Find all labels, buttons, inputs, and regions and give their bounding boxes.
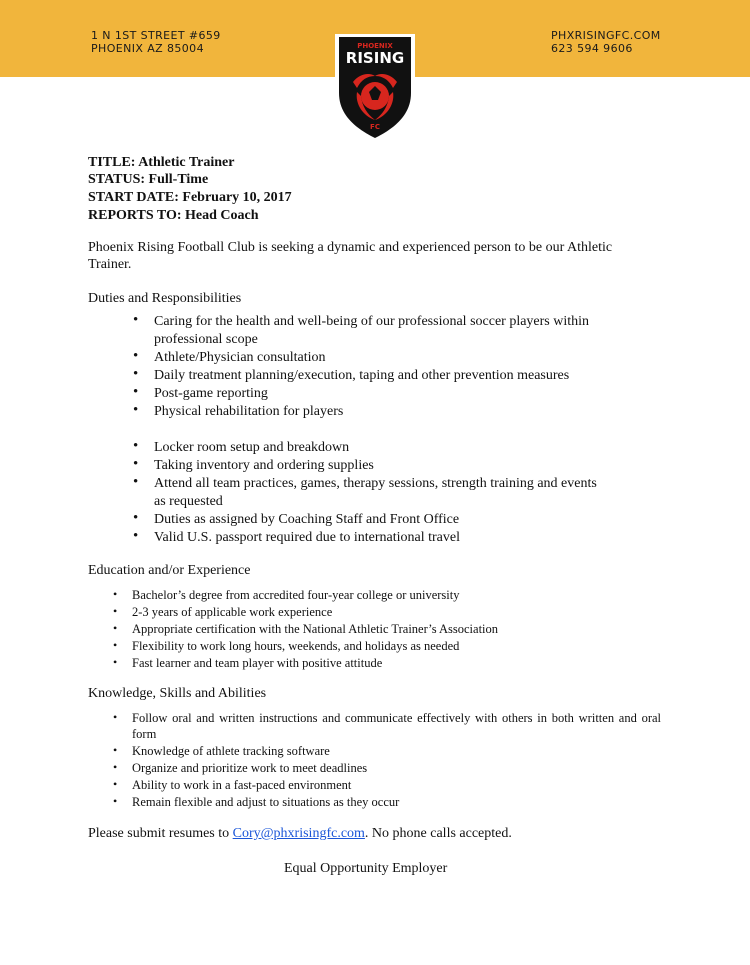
club-contact [551, 29, 661, 55]
bullet-icon: • [133, 384, 139, 400]
address-line-2: PHOENIX AZ 85004 [91, 42, 204, 55]
phone-text: 623 594 9606 [551, 42, 633, 55]
submit-resume-line [88, 825, 648, 842]
list-item-text: Bachelor’s degree from accredited four-year college or university [132, 588, 460, 602]
logo-text-bottom: FC [370, 123, 380, 131]
job-title-line: TITLE: Athletic Trainer [88, 155, 235, 170]
list-item-text: Daily treatment planning/execution, taping and other prevention measures [154, 368, 570, 383]
job-start-date-line: START DATE: February 10, 2017 [88, 190, 292, 205]
list-item-text: Physical rehabilitation for players [154, 404, 344, 419]
submit-prefix: Please submit resumes to [88, 826, 233, 841]
list-item-text: Taking inventory and ordering supplies [154, 458, 374, 473]
logo-text-main: RISING [345, 49, 405, 67]
bullet-icon: • [113, 655, 118, 669]
ksa-section-title: Knowledge, Skills and Abilities [88, 686, 267, 701]
list-item-text: Appropriate certification with the National Athletic Trainer’s Association [132, 622, 499, 636]
bullet-icon: • [113, 604, 118, 618]
bullet-icon: • [113, 710, 118, 724]
list-item-text: Valid U.S. passport required due to international travel [154, 530, 460, 545]
list-item-text: Fast learner and team player with positive attitude [132, 656, 383, 670]
list-item-text: Caring for the health and well-being of our professional soccer players within [154, 314, 590, 329]
bullet-icon: • [113, 777, 118, 791]
list-item-text: professional scope [154, 332, 258, 347]
education-section-title: Education and/or Experience [88, 563, 251, 578]
list-item-text: Locker room setup and breakdown [154, 440, 350, 455]
bullet-icon: • [113, 760, 118, 774]
email-link[interactable]: Cory@phxrisingfc.com [232, 826, 365, 841]
bullet-icon: • [133, 510, 139, 526]
list-item-text: Attend all team practices, games, therapy sessions, strength training and events [154, 476, 597, 491]
submit-suffix: . No phone calls accepted. [364, 826, 512, 841]
bullet-icon: • [133, 402, 139, 418]
equal-opportunity-employer: Equal Opportunity Employer [284, 861, 448, 876]
bullet-icon: • [133, 438, 139, 454]
website-text: PHXRISINGFC.COM [551, 29, 661, 42]
list-item-text: 2-3 years of applicable work experience [132, 605, 333, 619]
list-item-text: Remain flexible and adjust to situations as they occur [132, 795, 400, 809]
address-line-1: 1 N 1ST STREET #659 [91, 29, 221, 42]
bullet-icon: • [113, 638, 118, 652]
bullet-icon: • [113, 743, 118, 757]
phoenix-rising-logo [333, 30, 417, 144]
duties-section-title: Duties and Responsibilities [88, 291, 242, 306]
bullet-icon: • [133, 474, 139, 490]
list-item-text: Duties as assigned by Coaching Staff and Front Office [154, 512, 460, 527]
list-item-text: as requested [154, 494, 223, 509]
intro-paragraph: Phoenix Rising Football Club is seeking a dynamic and experienced person to be our Athletic Trainer. [88, 240, 613, 272]
list-item-text: Follow oral and written instructions and communicate effectively with others in both written and oral form [132, 711, 661, 741]
job-status-line: STATUS: Full-Time [88, 172, 209, 187]
club-address [91, 29, 221, 55]
bullet-icon: • [133, 366, 139, 382]
list-item-text: Flexibility to work long hours, weekends, and holidays as needed [132, 639, 460, 653]
list-item-text: Athlete/Physician consultation [154, 350, 326, 365]
logo-text-top: PHOENIX [357, 42, 393, 50]
bullet-icon: • [133, 456, 139, 472]
bullet-icon: • [133, 312, 139, 328]
job-reports-to-line: REPORTS TO: Head Coach [88, 208, 259, 223]
bullet-icon: • [113, 794, 118, 808]
bullet-icon: • [133, 528, 139, 544]
bullet-icon: • [113, 621, 118, 635]
bullet-icon: • [113, 587, 118, 601]
list-item-text: Ability to work in a fast-paced environment [132, 778, 352, 792]
bullet-icon: • [133, 348, 139, 364]
list-item-text: Organize and prioritize work to meet deadlines [132, 761, 368, 775]
list-item-text: Knowledge of athlete tracking software [132, 744, 330, 758]
list-item-text: Post-game reporting [154, 386, 268, 401]
